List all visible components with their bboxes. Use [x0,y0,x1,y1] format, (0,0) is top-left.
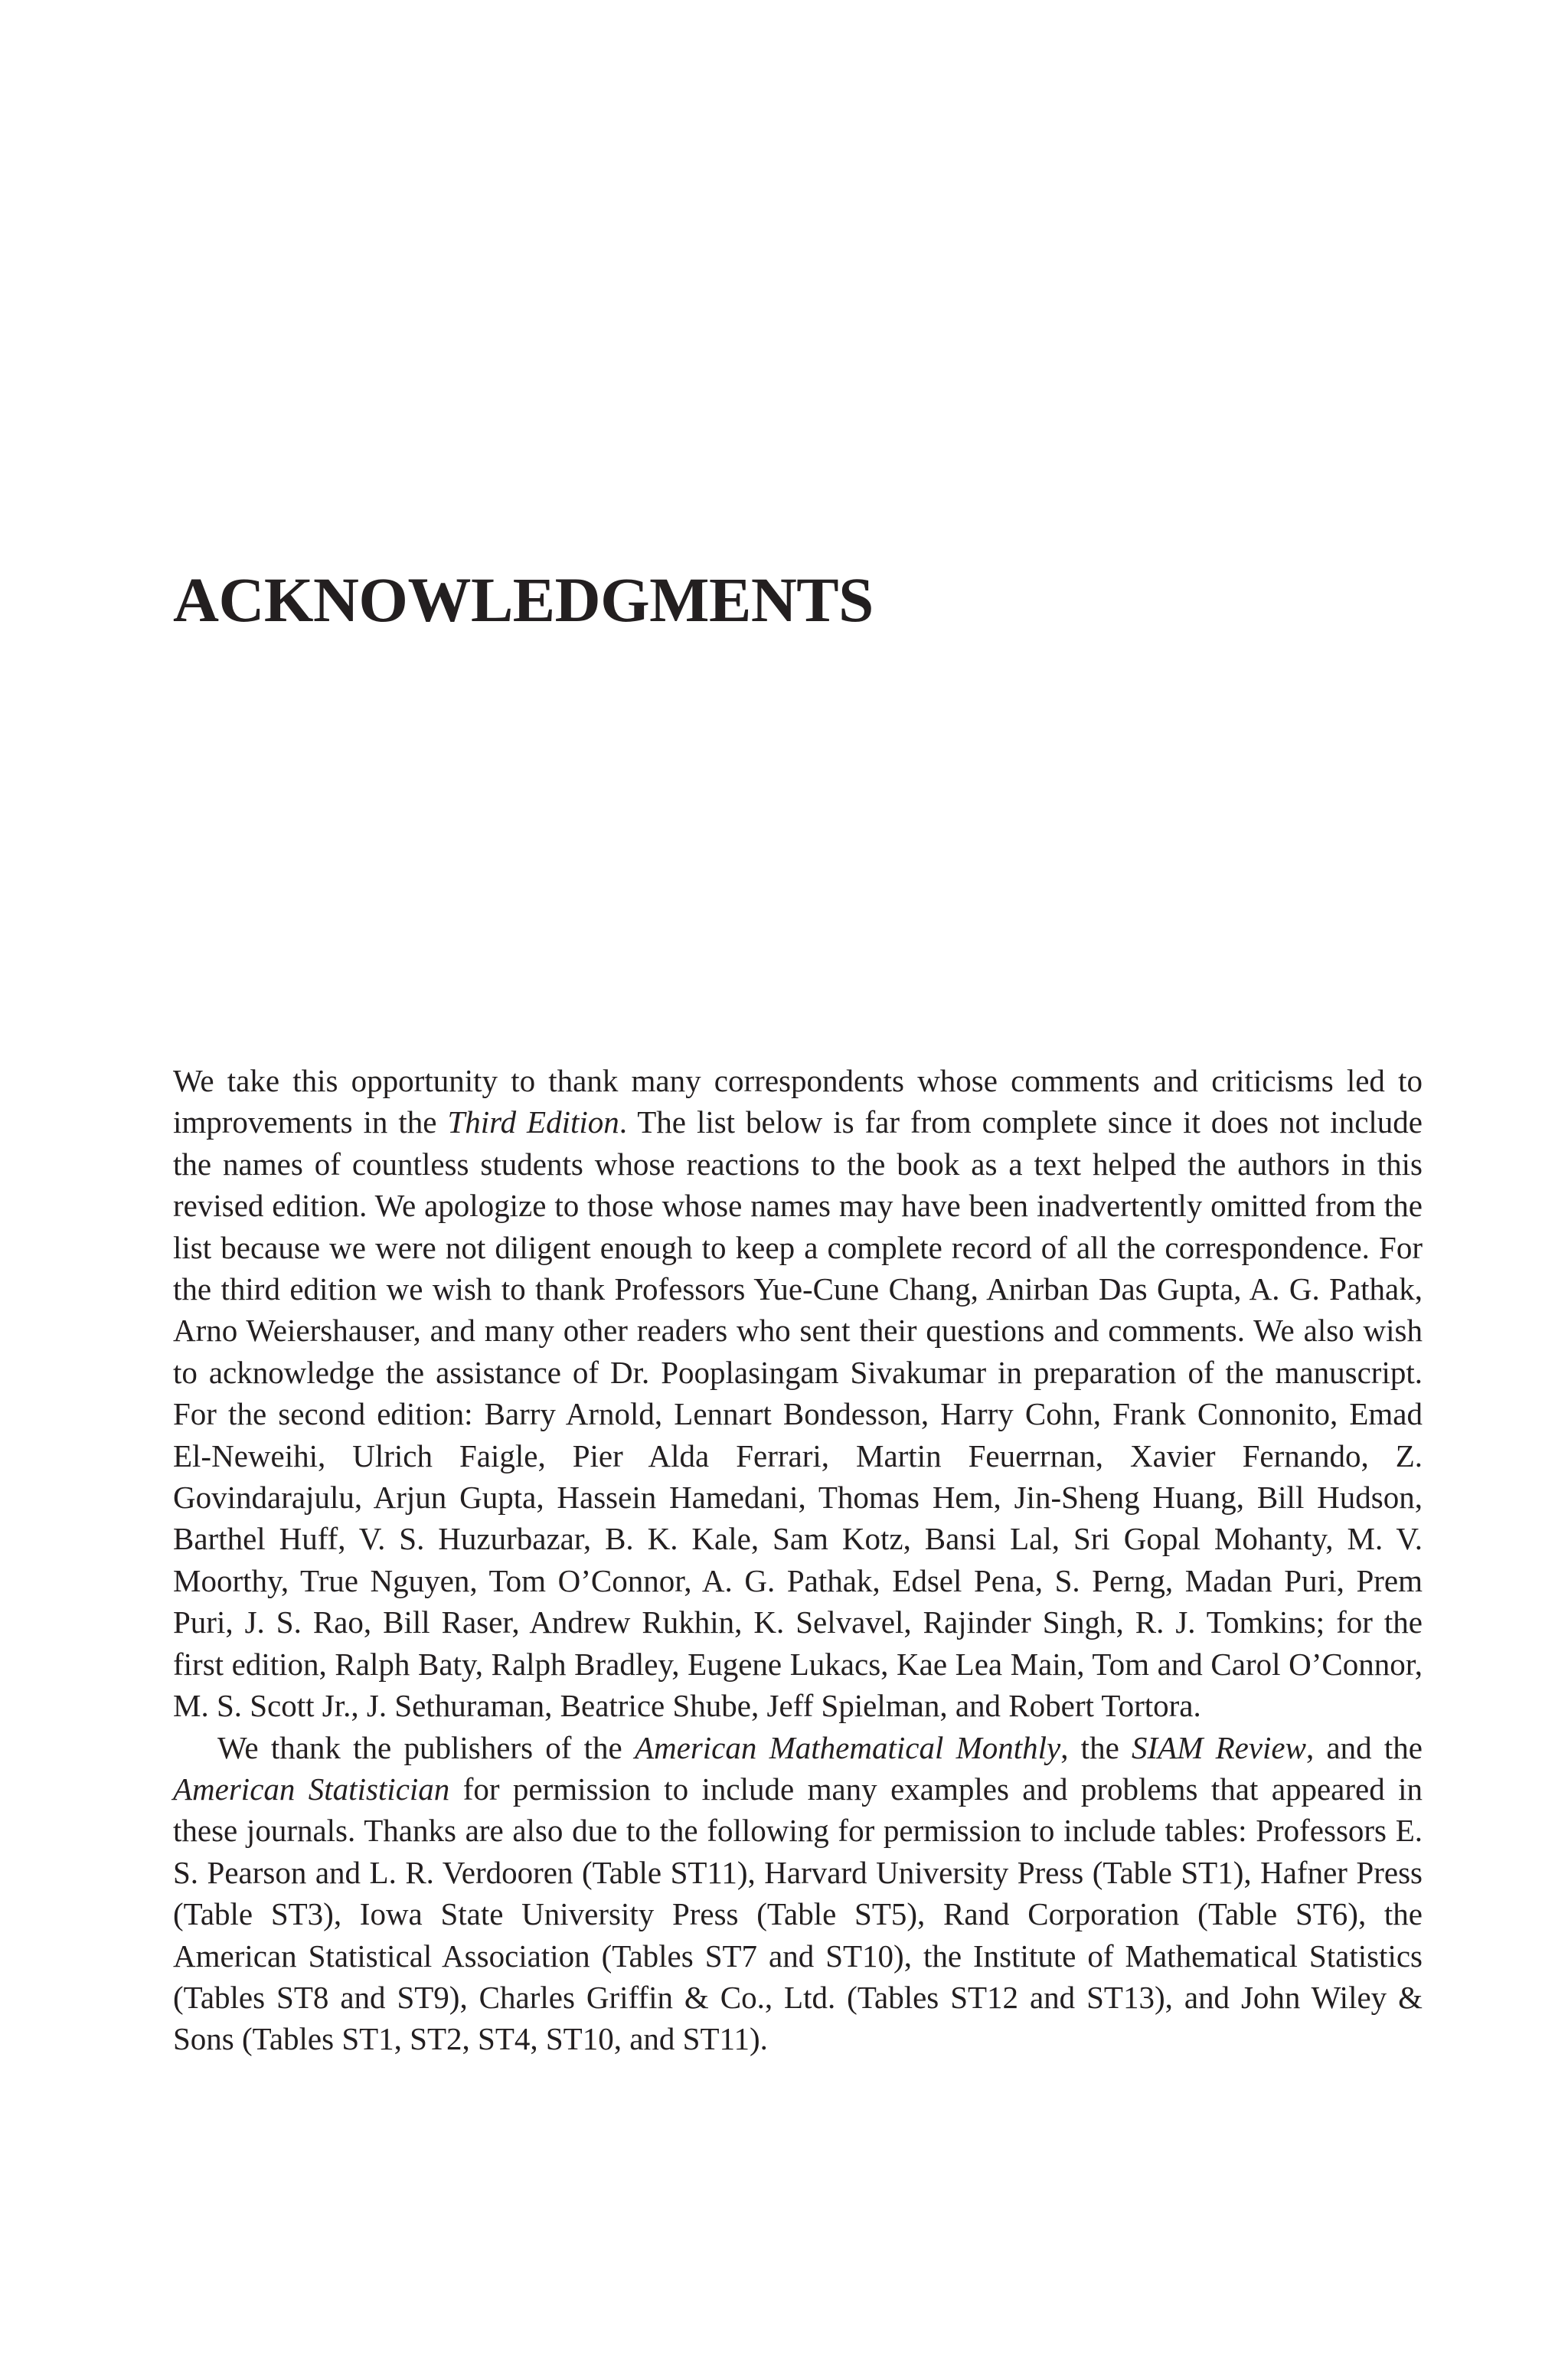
acknowledgments-body [173,1060,1423,2060]
paragraph-2-italic-monthly: American Mathematical Monthly [634,1729,1061,1765]
paragraph-1-text-b: . The list below is far from complete since it does not include the names of countless students whose reactions to the book as a text helped the authors in this revised edition. We apologize to those whose names may have been inadvertently omitted from the list because we were not diligent enough to keep a complete record of all the correspondence. For the third edition we wish to thank Professors Yue-Cune Chang, Anirban Das Gupta, A. G. Pathak, Arno Weiershauser, and many other readers who sent their questions and comments. We also wish to acknowledge the assistance of Dr. Pooplasingam Sivakumar in preparation of the manuscript. For the second edition: Barry Arnold, Lennart Bondesson, Harry Cohn, Frank Connonito, Emad El-Neweihi, Ulrich Faigle, Pier Alda Ferrari, Martin Feuerrnan, Xavier Fernando, Z. Govindarajulu, Arjun Gupta, Hassein Hamedani, Thomas Hem, Jin-Sheng Huang, Bill Hudson, Barthel Huff, V. S. Huzurbazar, B. K. Kale, Sam Kotz, Bansi Lal, Sri Gopal Mohanty, M. V. Moorthy, True Nguyen, Tom O’Connor, A. G. Pathak, Edsel Pena, S. Perng, Madan Puri, Prem Puri, J. S. Rao, Bill Raser, Andrew Rukhin, K. Selvavel, Rajinder Singh, R. J. Tomkins; for the first edition, Ralph Baty, Ralph Bradley, Eugene Lukacs, Kae Lea Main, Tom and Carol O’Connor, M. S. Scott Jr., J. Sethuraman, Beatrice Shube, Jeff Spielman, and Robert Tortora. [173,1104,1423,1724]
paragraph-1-italic-third-edition: Third Edition [447,1104,619,1140]
paragraph-2-italic-siam-review: SIAM Review [1132,1729,1306,1765]
paragraph-2-text-d: for permission to include many examples and problems that appeared in these journals. Thanks are also due to the following for permission to include tables: Professors E. S. Pearson and L. R. Verdooren (Table ST11), Harvard University Press (Table ST1), Hafner Press (Table ST3), Iowa State University Press (Table ST5), Rand Corporation (Table ST6), the American Statistical Association (Tables ST7 and ST10), the Institute of Mathematical Statistics (Tables ST8 and ST9), Charles Griffin & Co., Ltd. (Tables ST12 and ST13), and John Wiley & Sons (Tables ST1, ST2, ST4, ST10, and ST11). [173,1771,1423,2057]
page-title: ACKNOWLEDGMENTS [173,564,874,635]
paragraph-2-text-b: , the [1060,1729,1132,1765]
paragraph-2 [173,1727,1423,2060]
paragraph-1 [173,1060,1423,1727]
paragraph-2-text-c: , and the [1305,1729,1423,1765]
paragraph-2-text-a: We thank the publishers of the [217,1729,635,1765]
paragraph-1-text-a: We take this opportunity to thank many correspondents whose comments and criticisms led to improvements in the [173,1063,1423,1140]
paragraph-2-italic-statistician: American Statistician [173,1771,450,1807]
